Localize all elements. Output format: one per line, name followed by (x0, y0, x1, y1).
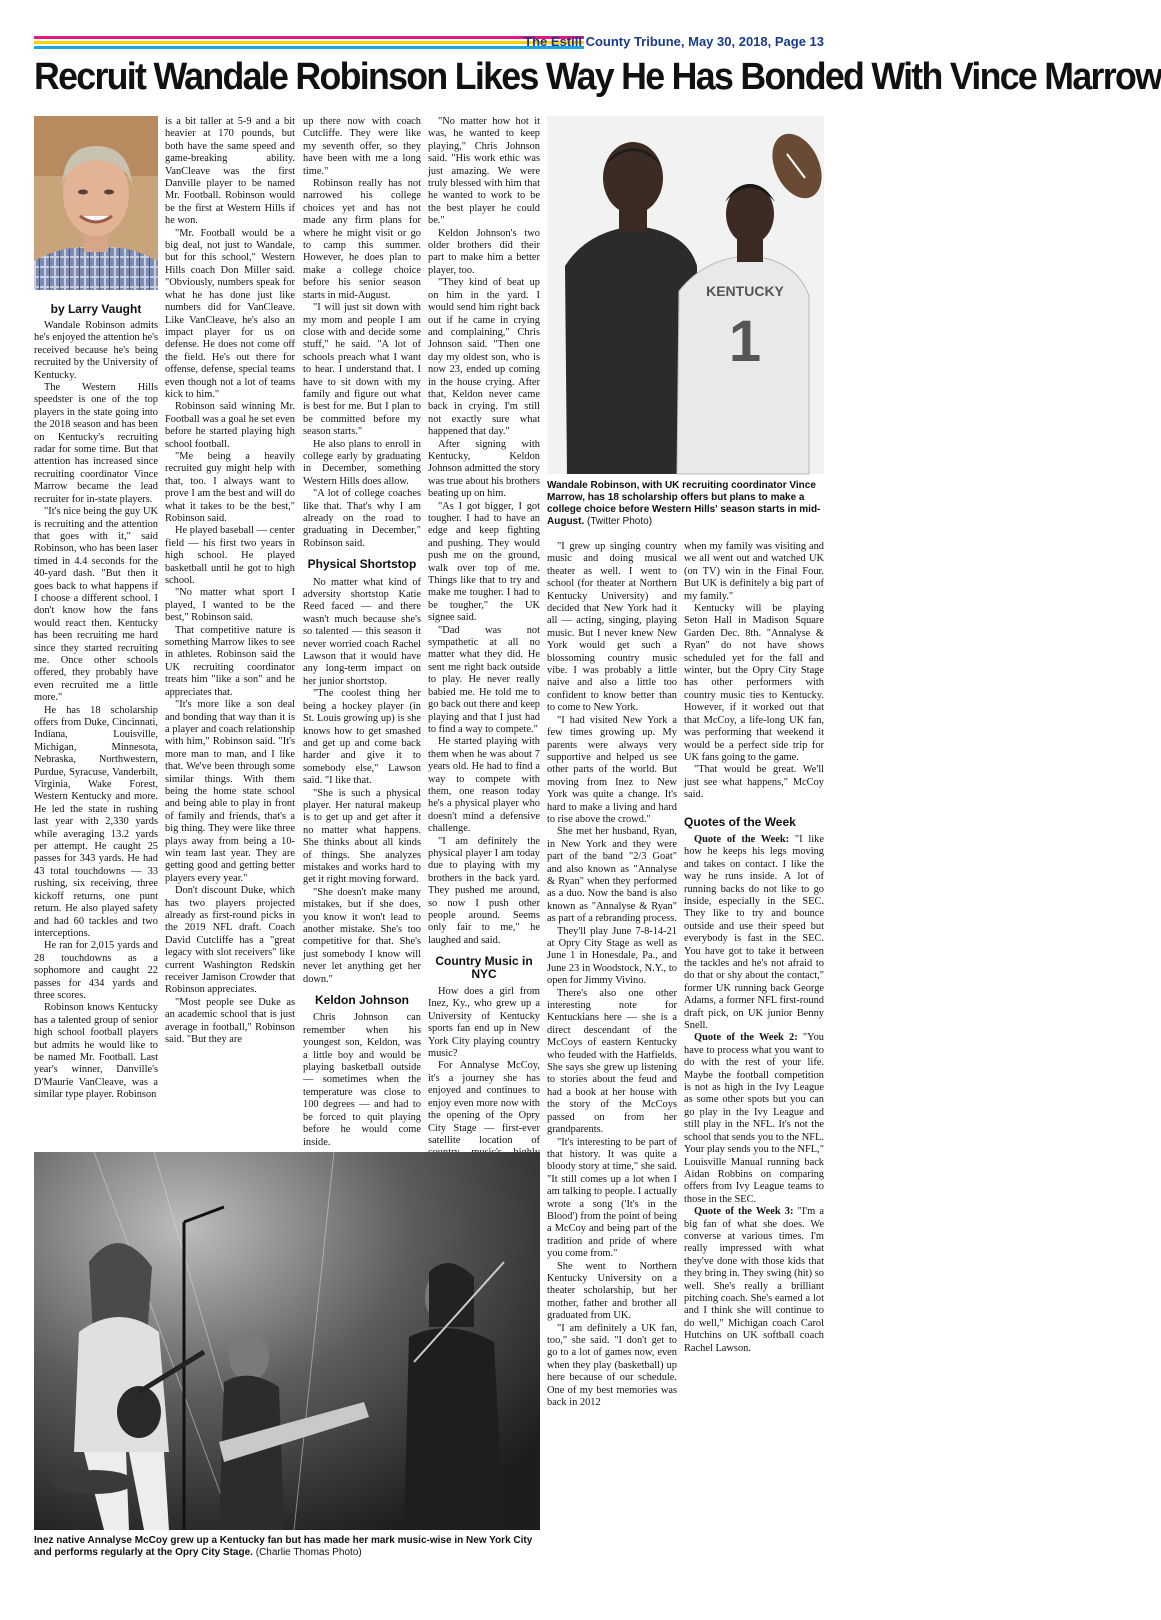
quote-text: "I like how he keeps his legs moving and takes on contact. I like the way he runs inside. A lot of running backs do not like to go inside, especially in the SEC. They like to try and bounce outside and use their speed but everybody is fast in the SEC. You have got to take it between the tackles and he's not afraid to do that or shy about the contact," former UK running back George Adams, a former NFL first-round draft pick, on UK junior Benny Snell. (684, 833, 824, 1032)
paragraph: "Me being a heavily recruited guy might help with that, too. I always want to prove I am the best and will do what it takes to be the best," Robinson said. (165, 450, 295, 524)
quote-label: Quote of the Week 2: (694, 1032, 798, 1044)
paragraph: She went to Northern Kentucky University on a theater scholarship, but her mother, father and brother all graduated from UK. (547, 1260, 677, 1322)
photo-credit: (Charlie Thomas Photo) (255, 1547, 362, 1558)
paragraph: Robinson said winning Mr. Football was a goal he set even before he started playing high school football. (165, 401, 295, 450)
paragraph: She met her husband, Ryan, in New York and they were part of the band "2/3 Goat" and also known as "Annalyse & Ryan" when they performed as a duo. Now the band is also known as "Annalyse & Ryan" as part of a rebranding process. (547, 826, 677, 925)
paragraph: Keldon Johnson's two older brothers did their part to make him a better player, too. (428, 227, 540, 276)
quote-label: Quote of the Week: (694, 833, 790, 845)
quote-label: Quote of the Week 3: (694, 1206, 794, 1218)
cyan-rule (34, 46, 584, 49)
quote-of-the-week-2 (684, 1032, 824, 1206)
paragraph: "I will just sit down with my mom and people I am close with and decide some stuff," he said. "A lot of schools preach what I want to hear. I understand that. I have to sit down with my family and figure out what is best for me. But I plan to be committed before my season starts." (303, 302, 421, 438)
paragraph: "It's interesting to be part of that history. It was quite a bloody story at time," she said. "It still comes up a lot when I am talking to people. I actually wrote a song ('It's in the Blood') from the point of being a McCoy and being part of the tradition and pride of where you come from." (547, 1136, 677, 1260)
paragraph: "Mr. Football would be a big deal, not just to Wandale, but for this school," Western Hills coach Don Miller said. "Obviously, numbers speak for what he has done just like numbers did for VanCleave. Like VanCleave, he's also an impact player for us on defense. He does not come off the field. He's out there for offense, defense, special teams even though not a lot of teams kick to him." (165, 227, 295, 400)
paragraph: Wandale Robinson admits he's enjoyed the attention he's received because he's being recruited by the University of Kentucky. (34, 320, 158, 381)
byline: by Larry Vaught (50, 302, 142, 316)
paragraph: "It's nice being the guy UK is recruiting and the attention that goes with it," said Robinson, who has been laser timed in 4.4 seconds for the 40-yard dash. "But then it goes back to what happens if I choose a different school. I don't know how the fans would react then. Kentucky has been recruiting me hard since they started recruiting me. Once other schools offered, they probably have even recruited me a little more." (34, 506, 158, 704)
paragraph: The Western Hills speedster is one of the top players in the state going into the 2018 season and has been on Kentucky's recruiting radar for some time. But that attention has increased since recruiting coordinator Vince Marrow became the lead recruiter for in-state players. (34, 382, 158, 505)
paragraph: "It's more like a son deal and bonding that way than it is a player and coach relationship with him," Robinson said. "It's more man to man, and I like that. We've been through some similar things. With them being the home state school and being able to play in front of family and friends, that's a big thing. They were like three plays away from being a 10-win team last year. They are getting good and getting better players every year." (165, 699, 295, 884)
quote-of-the-week-1 (684, 834, 824, 1033)
paragraph: "Dad was not sympathetic at all no matter what they did. He sent me right back outside to play. He never really babied me. He told me to go back out there and keep playing and that I just had to find a way to compete." (428, 624, 540, 735)
paragraph: Don't discount Duke, which has two players projected already as first-round picks in the 2019 NFL draft. Coach David Cutcliffe has a "great legacy with slot receivers" like current Washington Redskin receiver Jamison Crowder that Robinson appreciates. (165, 885, 295, 996)
paragraph: when my family was visiting and we all went out and watched UK (on TV) win in the Final Four. But UK is definitely a big part of my family." (684, 541, 824, 602)
section-heading-quotes: Quotes of the Week (684, 814, 796, 829)
article-column-1 (34, 320, 158, 1145)
section-heading-shortstop: Physical Shortstop (307, 557, 417, 572)
article-column-4 (428, 116, 540, 1146)
author-photo (34, 116, 158, 290)
annalyse-mccoy-concert-photo (34, 1152, 540, 1530)
article-column-3 (303, 116, 421, 1146)
quote-text: "I'm a big fan of what she does. We converse at various times. I'm really impressed with what they've done with those kids that they bring in. They swing (hit) so well. She's really a brilliant pitching coach. She's earned a lot and I think she will continue to do well," Michigan coach Carol Hutchins on UK softball coach Rachel Lawson. (684, 1206, 824, 1354)
masthead-bar (34, 34, 824, 48)
paragraph: "No matter how hot it was, he wanted to keep playing," Chris Johnson said. "His work ethic was just amazing. We were truly blessed with him that he wanted to work to be the best player he could be." (428, 116, 540, 227)
paragraph: "I am definitely a UK fan, too," she said. "I don't get to go to a lot of games now, even when they play (basketball) up here because of our schedule. One of my best memories was back in 2012 (547, 1322, 677, 1409)
jersey-text: KENTUCKY (706, 283, 784, 299)
photo-credit: (Twitter Photo) (587, 516, 653, 527)
magenta-rule (34, 36, 584, 39)
article-column-6 (684, 541, 824, 1553)
page-folio: The Estill County Tribune, May 30, 2018, Page 13 (524, 34, 824, 49)
paragraph: He played baseball — center field — his first two years in high school. He played basketball until he got to high school. (165, 525, 296, 587)
paragraph: "As I got bigger, I got tougher. I had to have an edge and keep fighting and pushing. They would push me on the ground, walk over top of me. Things like that to try and make me tougher. I had to be tougher," the UK signee said. (428, 500, 540, 624)
paragraph: He also plans to enroll in college early by graduating in December, something Western Hills does allow. (303, 438, 421, 487)
paragraph: How does a girl from Inez, Ky., who grew up a University of Kentucky sports fan end up in New York City playing country music? (428, 986, 540, 1060)
headline: Recruit Wandale Robinson Likes Way He Has Bonded With Vince Marrow (34, 56, 1161, 98)
paragraph: "A lot of college coaches like that. That's why I am already on the road to graduating in December," Robinson said. (303, 488, 421, 549)
quote-of-the-week-3 (684, 1206, 824, 1355)
paragraph: No matter what kind of adversity shortstop Katie Reed faced — and there wasn't much because she's so talented — this season it never worried coach Rachel Lawson that it would have any long-term impact on her junior shortstop. (303, 576, 421, 687)
paragraph: Robinson knows Kentucky has a talented group of senior high school football players but admits he would like to be named Mr. Football. Last year's winner, Danville's D'Maurie VanCleave, was a similar type player. Robinson (34, 1002, 158, 1101)
paragraph: Chris Johnson can remember when his youngest son, Keldon, was a little boy and would be playing basketball outside — sometimes when the temperature was close to 100 degrees — and had to be forced to quit playing before he would come inside. (303, 1012, 421, 1148)
paragraph: There's also one other interesting note for Kentuckians here — she is a direct descendant of the McCoys of eastern Kentucky who feuded with the Hatfields. She says she grew up listening to stories about the feud and had a book at her house with the story of the McCoys passed on from her grandparents. (547, 987, 677, 1136)
section-heading-country-music: Country Music in NYC (435, 954, 533, 981)
paragraph: "I grew up singing country music and doing musical theater as well. I went to school (for theater at Northern Kentucky University) and decided that New York had it all — acting, singing, playing music. But I never knew New York would get such a blossoming country music vibe. I was probably a little naive and also a little too confident to know better than to come to New York. (547, 541, 677, 714)
paragraph: They'll play June 7-8-14-21 at Opry City Stage as well as June 1 in Honesdale, Pa., and June 23 in Woodstock, N.Y., to open for Jimmy Vivino. (547, 925, 677, 987)
article-column-2 (165, 116, 295, 1146)
paragraph: For Annalyse McCoy, it's a journey she has enjoyed and continues to enjoy even more now with the opening of the Opry City Stage — first-ever satellite location of (428, 1060, 540, 1146)
paragraph: "That would be great. We'll just see what happens," McCoy said. (684, 764, 824, 801)
paragraph: "I am definitely the physical player I am today due to playing with my brothers in the back yard. They pushed me around, so now I push other people around. Seems only fair to me," he laughed and said. (428, 835, 540, 946)
robinson-marrow-photo (547, 116, 824, 474)
paragraph: "They kind of beat up on him in the yard. I would send him right back out if he came in crying and complaining," Chris Johnson said. "Then one day my oldest son, who is now 23, ended up coming in the house crying. After that, Keldon never came back in crying. I'm still not exactly sure what happened that day." (428, 277, 540, 438)
paragraph: Kentucky will be playing Seton Hall in Madison Square Garden Dec. 8th. "Annalyse & Ryan" do not have shows scheduled yet for the fall and winter, but the Opry City Stage has other performers with country music ties to Kentucky. However, if it worked out that that McCoy, a life-long UK fan, was performing that weekend it would be a perfect side trip for UK fans going to the game. (684, 603, 824, 763)
yellow-rule (34, 41, 584, 44)
section-heading-keldon: Keldon Johnson (315, 993, 409, 1008)
quote-text: "You have to process what you want to do with the rest of your life. Maybe the football competition is not as high in the Ivy League as some other spots but you can go play in the Ivy League and still play in the NFL. It's not the school that sends you to the NFL. Your play sends you to the NFL," Louisville Manual running back Aidan Robbins on comparing offers from Ivy League teams to those in the SEC. (684, 1032, 824, 1205)
paragraph: Robinson really has not narrowed his college choices yet and has not made any firm plans for where he might visit or go to camp this summer. However, he does plan to make a college choice before his senior season starts in mid-August. (303, 178, 421, 301)
paragraph: He has 18 scholarship offers from Duke, Cincinnati, Indiana, Louisville, Michigan, Minnesota, Nebraska, Northwestern, Purdue, Syracuse, Vanderbilt, Virginia, Wake Forest, Western Kentucky and more. He led the state in rushing last year with 2,330 yards while averaging 13.2 yards per attempt. He caught 25 passes for 343 yards. He had 43 total touchdowns — 33 rushing, six receiving, three kickoff returns, one punt return. He also played safety and had 60 tackles and two interceptions. (34, 704, 158, 939)
paragraph: That competitive nature is something Marrow likes to see in athletes. Robinson said the UK recruiting coordinator treats him "like a son" and he appreciates that. (165, 624, 295, 698)
caption-text: Inez native Annalyse McCoy grew up a Kentucky fan but has made her mark music-wise in New York City and performs regularly at the Opry City Stage. (34, 1535, 533, 1558)
photo-caption-2 (34, 1535, 540, 1559)
paragraph: After signing with Kentucky, Keldon Johnson admitted the story was true about his brothers beating up on him. (428, 438, 540, 500)
paragraph: "No matter what sport I played, I wanted to be the best," Robinson said. (165, 587, 295, 624)
paragraph: He ran for 2,015 yards and 28 touchdowns as a sophomore and caught 22 passes for 434 yards and three scores. (34, 940, 158, 1001)
article-column-5 (547, 541, 677, 1553)
jersey-number: 1 (728, 309, 762, 374)
paragraph: "Most people see Duke as an academic school that is just average in football," Robinson said. "But they are (165, 996, 295, 1046)
photo-caption-1 (547, 480, 824, 528)
paragraph: "She is such a physical player. Her natural makeup is to get up and get after it no matter what happens. She thinks about all kinds of things. She analyzes mistakes and works hard to get it right moving forward. (303, 787, 421, 886)
caption-text: Wandale Robinson, with UK recruiting coordinator Vince Marrow, has 18 scholarship offers but plans to make a college choice before Western Hills' season starts in mid-August. (547, 480, 821, 527)
paragraph: is a bit taller at 5-9 and a bit heavier at 170 pounds, but both have the same speed and game-breaking ability. VanCleave was the first Danville player to be named Mr. Football. Robinson would be the first at Western Hills if he won. (165, 116, 295, 227)
paragraph: "She doesn't make many mistakes, but if she does, you know it won't lead to another mistake. She's too competitive for that. She's just somebody I know will never let anything get her down." (303, 886, 421, 985)
paragraph: "I had visited New York a few times growing up. My parents were always very supportive and helped us see other parts of the world. But moving from Inez to New York was quite a change. It's hard to make a living and hard to rise above the crowd." (547, 714, 677, 825)
paragraph: up there now with coach Cutcliffe. They were like my seventh offer, so they have been with me a long time." (303, 116, 421, 177)
paragraph: "The coolest thing her being a hockey player (in St. Louis growing up) is she knows how to get smashed and get up and come back harder and give it to somebody else," Lawson said. "I like that. (303, 688, 421, 787)
paragraph: He started playing with them when he was about 7 years old. He had to find a way to compete with them, one reason today he's a physical player who doesn't mind a defensive challenge. (428, 736, 540, 835)
